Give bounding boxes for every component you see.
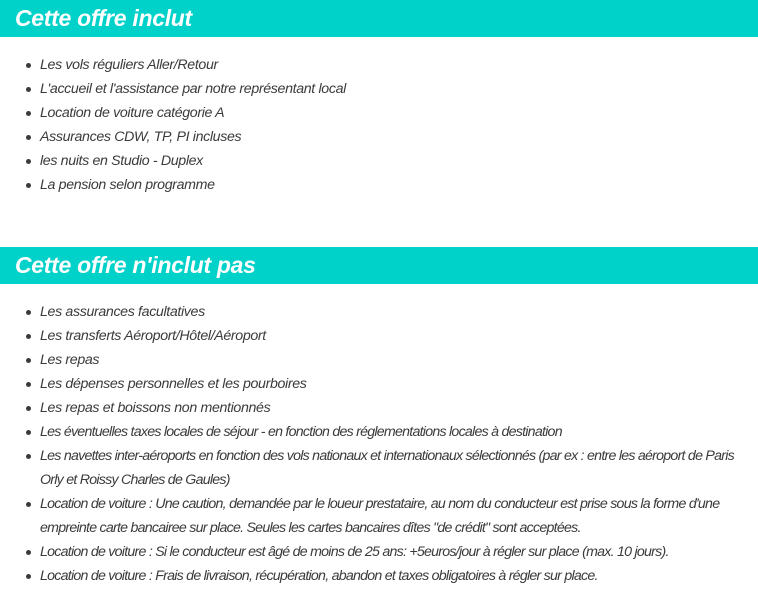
excluded-item: Location de voiture : Frais de livraison, récupération, abandon et taxes obligatoires à régler sur place. bbox=[0, 564, 758, 588]
excluded-title: Cette offre n'inclut pas bbox=[15, 252, 256, 278]
included-header bbox=[0, 0, 758, 37]
included-list bbox=[0, 37, 758, 197]
excluded-item: Location de voiture : Si le conducteur est âgé de moins de 25 ans: +5euros/jour à régler sur place (max. 10 jours). bbox=[0, 540, 758, 564]
included-item: Les vols réguliers Aller/Retour bbox=[0, 53, 758, 77]
included-title: Cette offre inclut bbox=[15, 5, 192, 31]
included-item: Assurances CDW, TP, PI incluses bbox=[0, 125, 758, 149]
excluded-item: Les transferts Aéroport/Hôtel/Aéroport bbox=[0, 324, 758, 348]
excluded-list bbox=[0, 284, 758, 588]
included-item: L'accueil et l'assistance par notre représentant local bbox=[0, 77, 758, 101]
excluded-item: Les repas bbox=[0, 348, 758, 372]
excluded-item: Les dépenses personnelles et les pourboires bbox=[0, 372, 758, 396]
excluded-item: Les éventuelles taxes locales de séjour - en fonction des réglementations locales à destination bbox=[0, 420, 758, 444]
excluded-item: Les navettes inter-aéroports en fonction des vols nationaux et internationaux sélectionnés (par ex : entre les aéroport de Paris Orly et Roissy Charles de Gaules) bbox=[0, 444, 758, 492]
included-item: Location de voiture catégorie A bbox=[0, 101, 758, 125]
included-item: les nuits en Studio - Duplex bbox=[0, 149, 758, 173]
included-item: La pension selon programme bbox=[0, 173, 758, 197]
excluded-item: Les assurances facultatives bbox=[0, 300, 758, 324]
excluded-section bbox=[0, 247, 758, 588]
excluded-item: Location de voiture : Une caution, demandée par le loueur prestataire, au nom du conducteur est prise sous la forme d'une empreinte carte bancairee sur place. Seules les cartes bancaires dîtes "de crédit" sont acceptées. bbox=[0, 492, 758, 540]
included-section bbox=[0, 0, 758, 197]
excluded-header bbox=[0, 247, 758, 284]
excluded-item: Les repas et boissons non mentionnés bbox=[0, 396, 758, 420]
